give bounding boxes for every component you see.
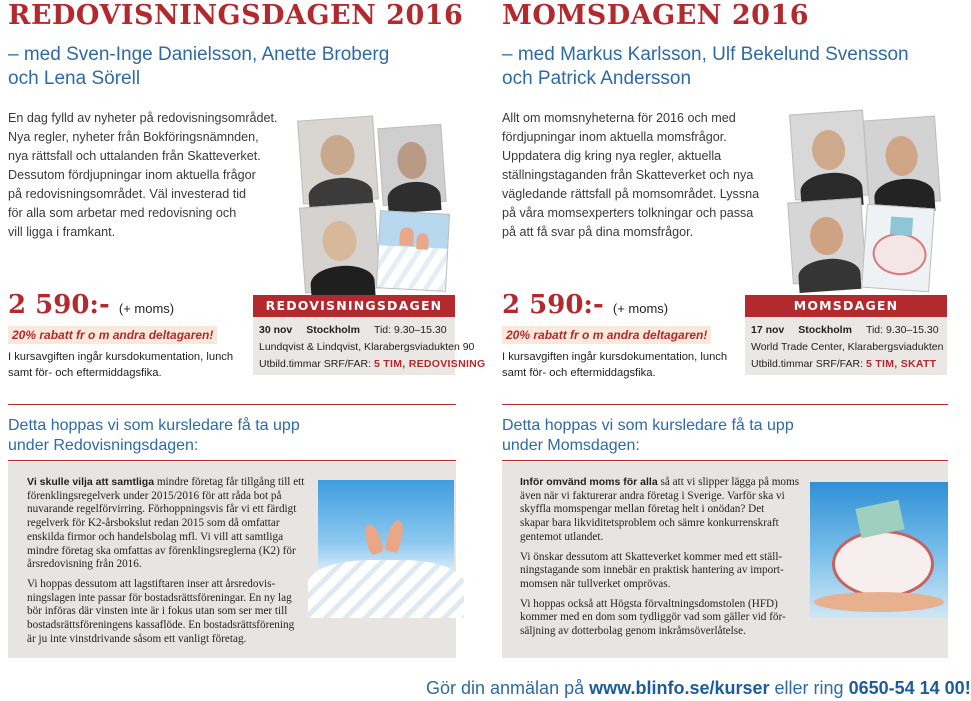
desc-line: Allt om momsnyheterna för 2016 och med bbox=[502, 111, 736, 125]
hope-text-line: gentemot utlandet. bbox=[520, 530, 604, 543]
inclusion-line: I kursavgiften ingår kursdokumentation, lunch bbox=[502, 351, 728, 363]
desc-line: nya rättsfall och uttalanden från Skatteverket. bbox=[8, 149, 261, 163]
right-description bbox=[502, 109, 792, 242]
speaker-photo bbox=[377, 124, 446, 206]
right-hope-text bbox=[520, 476, 810, 645]
credit-prefix: Utbild.timmar SRF/FAR: bbox=[259, 358, 372, 370]
speaker-photo bbox=[863, 116, 941, 207]
footer-registration bbox=[426, 678, 971, 699]
desc-line: fördjupningar inom aktuella momsfrågor. bbox=[502, 130, 727, 144]
hope-text-line: årsredovisning från 2016. bbox=[27, 558, 142, 571]
hope-text-line: mindre företag ska omfattas av förenklingsreglerna (K2) för bbox=[27, 544, 296, 557]
piggy-bank-image bbox=[861, 204, 935, 293]
discount-label: 20% rabatt fr o m andra deltagaren! bbox=[8, 326, 217, 344]
hope-text-line: bostadsrättsföreningens kassaflöde. En bostadsrättsförening bbox=[27, 619, 295, 632]
hope-text-line: även när vi fakturerar andra företag i Sverige. Varför ska vi bbox=[520, 489, 785, 502]
credit-value: 5 TIM, REDOVISNING bbox=[373, 358, 486, 370]
event-date: 17 nov bbox=[751, 324, 785, 336]
inclusion-line: samt för- och eftermiddagsfika. bbox=[8, 367, 162, 379]
footer-middle: eller ring bbox=[774, 678, 844, 698]
event-heading: REDOVISNINGSDAGEN bbox=[253, 295, 455, 317]
hope-text-line: är ju inte vinstdrivande såsom ett vanligt företag. bbox=[27, 632, 247, 645]
hope-text-line: Vi hoppas också att Högsta förvaltningsdomstolen (HFD) bbox=[520, 597, 778, 610]
left-subtitle-line: – med Sven-Inge Danielsson, Anette Broberg bbox=[8, 44, 390, 65]
right-hope-heading bbox=[502, 416, 948, 456]
right-inclusion-note bbox=[502, 349, 742, 381]
piggy-bank-money-image bbox=[810, 482, 948, 618]
credit-prefix: Utbild.timmar SRF/FAR: bbox=[751, 358, 864, 370]
event-venue: World Trade Center, Klarabergsviadukten bbox=[751, 341, 944, 353]
desc-line: på redovisningsområdet. Väl investerad tid bbox=[8, 187, 247, 201]
desc-line: för alla som arbetar med redovisning och bbox=[8, 206, 237, 220]
hope-text-line: ningstagande som innebär en praktisk hantering av import- bbox=[520, 564, 784, 577]
hope-text-line: kommer med en dom som tydliggör vad som gäller vid för- bbox=[520, 611, 786, 624]
hope-text-line: så att vi slipper lägga på moms bbox=[657, 476, 800, 488]
desc-line: vill ligga i framkant. bbox=[8, 225, 116, 239]
hope-text-line: skyffla momspengar mellan företag helt i onödan? Det bbox=[520, 503, 765, 516]
speaker-photo bbox=[297, 115, 379, 204]
right-subtitle-line: – med Markus Karlsson, Ulf Bekelund Svensson bbox=[502, 44, 909, 65]
credit-value: 5 TIM, SKATT bbox=[865, 358, 937, 370]
left-event-box bbox=[253, 295, 486, 375]
left-hope-text bbox=[27, 476, 317, 652]
hope-bold-lead: Inför omvänd moms för alla bbox=[520, 476, 658, 488]
inclusion-line: I kursavgiften ingår kursdokumentation, lunch bbox=[8, 351, 234, 363]
event-heading: MOMSDAGEN bbox=[745, 295, 947, 317]
hope-text-line: säljning av dotterbolag genom inkråmsöverlåtelse. bbox=[520, 625, 746, 638]
event-time: Tid: 9.30–15.30 bbox=[865, 324, 939, 336]
hope-line: under Momsdagen: bbox=[502, 437, 640, 454]
right-title: MOMSDAGEN 2016 bbox=[502, 0, 810, 31]
event-venue: Lundqvist & Lindqvist, Klarabergsviadukten 90 bbox=[259, 341, 475, 353]
left-inclusion-note bbox=[8, 349, 248, 381]
section-divider bbox=[8, 460, 456, 461]
price-value: 2 590:- bbox=[502, 290, 604, 320]
desc-line: Nya regler, nyheter från Bokföringsnämnden, bbox=[8, 130, 259, 144]
speaker-photo bbox=[787, 198, 867, 285]
event-date: 30 nov bbox=[259, 324, 293, 336]
left-description bbox=[8, 109, 298, 242]
left-title: REDOVISNINGSDAGEN 2016 bbox=[8, 0, 464, 31]
price-value: 2 590:- bbox=[8, 290, 110, 320]
hope-text-line: Vi hoppas dessutom att lagstiftaren inser att årsredovis- bbox=[27, 577, 276, 590]
left-discount bbox=[8, 326, 217, 344]
hope-text-line: bör införas där vinsten inte är i fokus utan som ser mer till bbox=[27, 605, 288, 618]
desc-line: ställningstaganden från Skatteverket och nya bbox=[502, 168, 754, 182]
hope-text-line: förenklingsregelverk under 2015/2016 för att råda bot på bbox=[27, 489, 282, 502]
left-subtitle-line: och Lena Sörell bbox=[8, 68, 141, 89]
right-discount bbox=[502, 326, 711, 344]
event-time: Tid: 9.30–15.30 bbox=[373, 324, 447, 336]
right-subtitle bbox=[502, 43, 952, 91]
price-moms: (+ moms) bbox=[612, 301, 669, 316]
desc-line: Uppdatera dig kring nya regler, aktuella bbox=[502, 149, 722, 163]
speaker-photo bbox=[299, 202, 381, 293]
desc-line: vägledande rättsfall på momsområdet. Lyssna bbox=[502, 187, 760, 201]
desc-line: på våra momsexperters tolkningar och passa bbox=[502, 206, 754, 220]
hope-text-line: enskilda firmor och handelsbolag mfl. Vi vill att samtliga bbox=[27, 530, 284, 543]
event-credits bbox=[745, 356, 947, 373]
footer-url-link[interactable]: www.blinfo.se/kurser bbox=[589, 678, 770, 698]
desc-line: på att få svar på dina momsfrågor. bbox=[502, 225, 694, 239]
hope-text-line: momsen när tullverket omprövas. bbox=[520, 577, 671, 590]
hope-bold-lead: Vi skulle vilja att samtliga bbox=[27, 476, 155, 488]
hope-text-line: regelverk för K2-årsbokslut redan 2015 som då omfattar bbox=[27, 517, 280, 530]
hope-text-line: skapar bara likviditetsproblem och sämre konkurrenskraft bbox=[520, 517, 779, 530]
footer-suffix: ! bbox=[964, 678, 971, 698]
desc-line: En dag fylld av nyheter på redovisningsområdet. bbox=[8, 111, 278, 125]
paper-pile-image bbox=[376, 210, 450, 292]
section-divider bbox=[502, 404, 948, 405]
desc-line: Dessutom fördjupningar inom aktuella frågor bbox=[8, 168, 256, 182]
discount-label: 20% rabatt fr o m andra deltagaren! bbox=[502, 326, 711, 344]
left-subtitle bbox=[8, 43, 478, 91]
event-date-line bbox=[745, 322, 947, 339]
speaker-photo bbox=[789, 110, 869, 201]
event-city: Stockholm bbox=[798, 324, 852, 336]
hands-paper-image bbox=[318, 480, 454, 618]
hope-text-line: nuvarande regelförvirring. Förhoppningsvis får vi ett färdigt bbox=[27, 503, 297, 516]
footer-phone[interactable]: 0650-54 14 00 bbox=[848, 678, 965, 698]
section-divider bbox=[502, 460, 948, 461]
right-event-box bbox=[745, 295, 947, 375]
event-city: Stockholm bbox=[306, 324, 360, 336]
footer-prefix: Gör din anmälan på bbox=[426, 678, 585, 698]
hope-line: under Redovisningsdagen: bbox=[8, 437, 199, 454]
event-date-line bbox=[253, 322, 455, 339]
right-subtitle-line: och Patrick Andersson bbox=[502, 68, 692, 89]
price-moms: (+ moms) bbox=[118, 301, 175, 316]
hope-text-line: mindre företag får tillgång till ett bbox=[154, 476, 305, 488]
section-divider bbox=[8, 404, 456, 405]
hope-text-line: ningslagen inte passar för bostadsrättsföreningar. En ny lag bbox=[27, 591, 292, 604]
left-price bbox=[8, 290, 174, 320]
hope-line: Detta hoppas vi som kursledare få ta upp bbox=[8, 417, 300, 434]
left-hope-heading bbox=[8, 416, 456, 456]
right-price bbox=[502, 290, 668, 320]
event-credits bbox=[253, 356, 486, 373]
inclusion-line: samt för- och eftermiddagsfika. bbox=[502, 367, 656, 379]
hope-text-line: Vi önskar dessutom att Skatteverket kommer med ett ställ- bbox=[520, 550, 783, 563]
hope-line: Detta hoppas vi som kursledare få ta upp bbox=[502, 417, 794, 434]
